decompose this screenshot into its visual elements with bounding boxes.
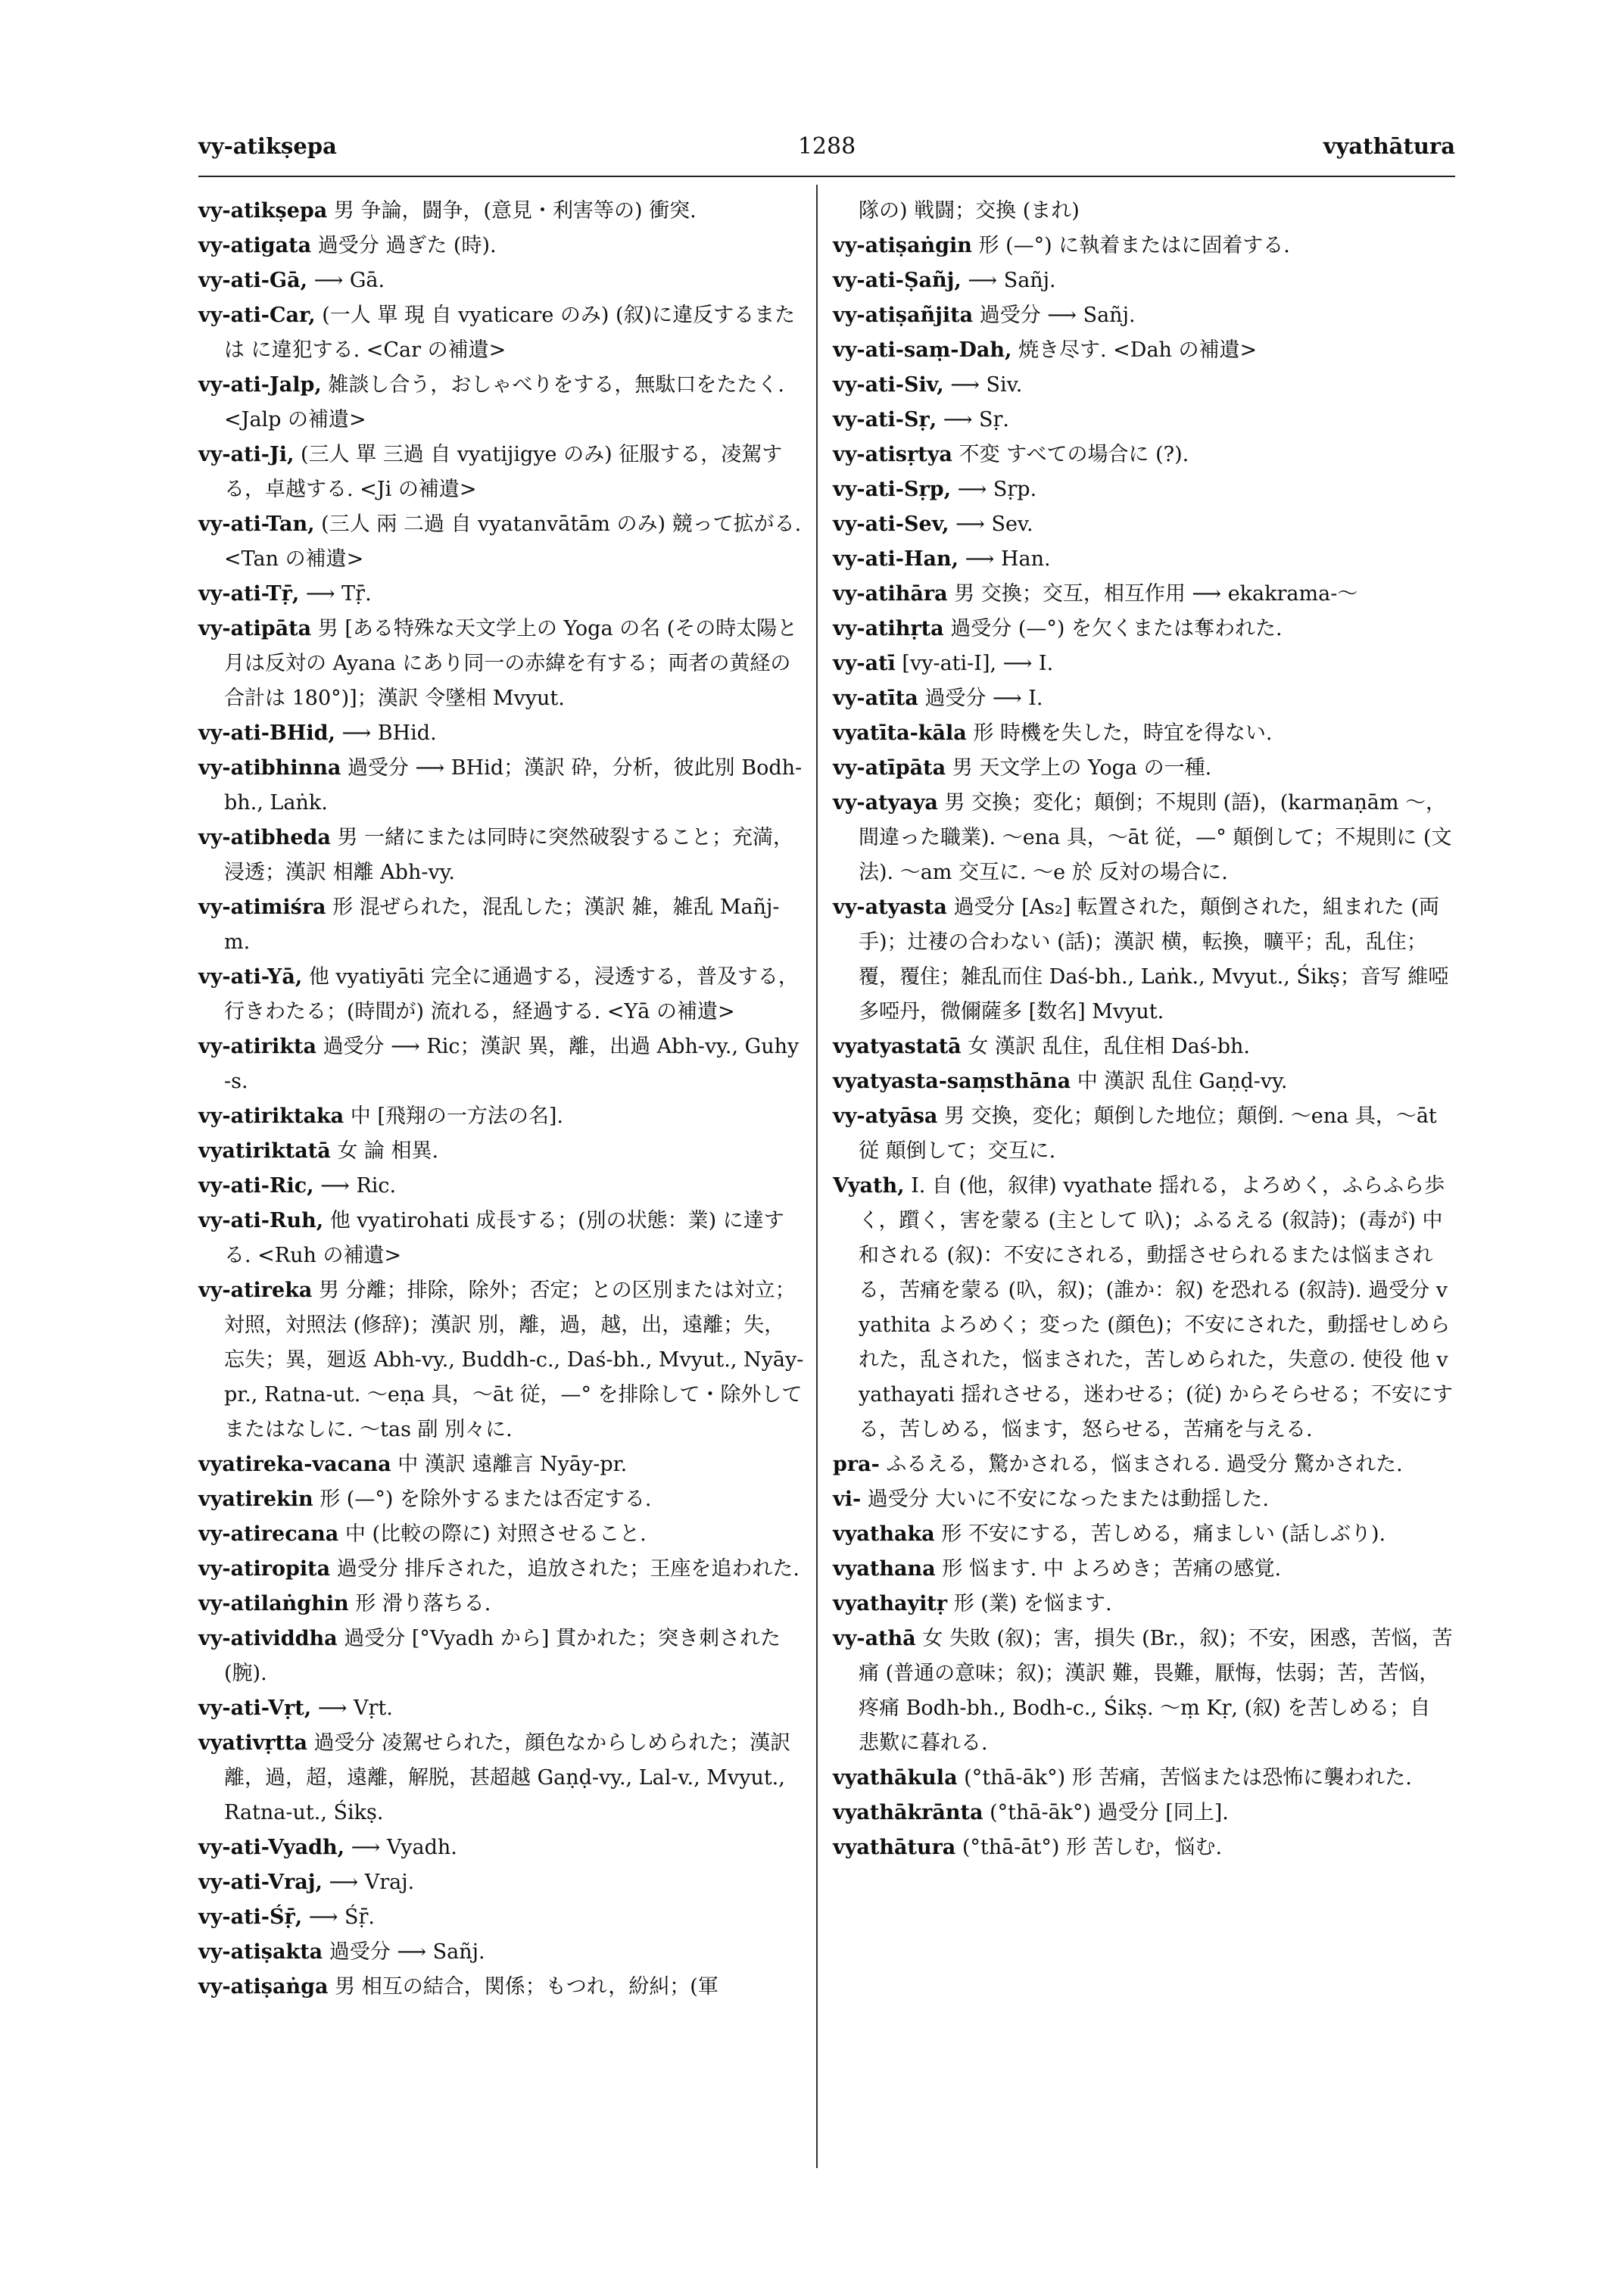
entry-definition: 男 一緒にまたは同時に突然破裂すること；充満，浸透；漢訳 相離 Abh-vy.: [224, 826, 794, 884]
dictionary-entry: [833, 507, 1455, 542]
dictionary-entry: [198, 1517, 804, 1552]
entry-headword: vy-atiṣaṅga: [198, 1975, 329, 1999]
entry-headword: vyathaka: [833, 1522, 935, 1546]
entry-definition: 過受分 過ぎた (時).: [317, 234, 497, 257]
entry-headword: vy-atipāta: [198, 617, 312, 640]
dictionary-entry: [198, 1447, 804, 1482]
dictionary-entry: [833, 438, 1455, 472]
entry-headword: vyatirekin: [198, 1488, 313, 1511]
dictionary-entry: [198, 751, 804, 821]
dictionary-entry: [833, 368, 1455, 403]
entry-definition: 過受分 [°Vyadh から] 貫かれた；突き刺された (腕).: [224, 1627, 781, 1685]
dictionary-entry: [833, 333, 1455, 368]
entry-definition: 形 混ぜられた，混乱した；漢訳 雑，雑乱 Mañj-m.: [224, 896, 780, 954]
entry-headword: vy-atyāsa: [833, 1104, 938, 1128]
entry-headword: vy-ati-Yā,: [198, 965, 303, 989]
entry-headword: vy-athā: [833, 1627, 916, 1650]
dictionary-entry: [833, 1099, 1455, 1169]
entry-headword: vyatyasta-saṃsthāna: [833, 1070, 1071, 1093]
entry-headword: vy-atirikta: [198, 1035, 316, 1058]
entry-definition: 他 vyatiyāti 完全に通過する，浸透する，普及する，行きわたる；(時間が) 流れる，経過する. <Yā の補遺>: [224, 965, 799, 1023]
dictionary-entry: [833, 1169, 1455, 1447]
entry-headword: vy-ati-Jalp,: [198, 373, 322, 397]
entry-definition: 雑談し合う，おしゃべりをする，無駄口をたたく. <Jalp の補遺>: [224, 373, 785, 431]
entry-definition: 過受分 ⟶ Sañj.: [979, 304, 1136, 327]
dictionary-entry: [198, 1622, 804, 1691]
entry-definition: ⟶ Sañj.: [968, 269, 1056, 292]
running-head-right: vyathātura: [1323, 133, 1455, 159]
entry-definition: 女 漢訳 乱住，乱住相 Daś-bh.: [968, 1035, 1250, 1058]
entry-headword: vy-ati-Śṝ,: [198, 1905, 303, 1929]
entry-headword: vyathayitṛ: [833, 1592, 948, 1615]
entry-headword: vyatīta-kāla: [833, 721, 967, 745]
entry-definition: 過受分 ⟶ I.: [924, 687, 1043, 710]
entry-definition: 男 争論，闘争，(意見・利害等の) 衝突.: [333, 199, 697, 223]
entry-definition: 過受分 凌駕せられた，顔色なからしめられた；漢訳 離，過，超，遠離，解脱，甚超越 Gaṇḍ-vy., Lal-v., Mvyut., Ratna-ut., Śikṣ.: [224, 1731, 791, 1824]
entry-definition: 形 不安にする，苦しめる，痛ましい (話しぶり).: [941, 1522, 1386, 1546]
entry-definition: 隊の) 戦闘；交換 (まれ): [859, 199, 1080, 223]
entry-headword: vy-atibhinna: [198, 756, 341, 780]
dictionary-entry: [833, 1587, 1455, 1622]
dictionary-entry: [833, 1517, 1455, 1552]
entry-headword: vy-ati-Han,: [833, 547, 959, 571]
entry-definition: 中 漢訳 遠離言 Nyāy-pr.: [397, 1453, 628, 1476]
entry-headword: vy-ati-Sev,: [833, 512, 949, 536]
dictionary-entry: [198, 821, 804, 890]
entry-definition: 過受分 ⟶ Sañj.: [329, 1940, 485, 1964]
entry-definition: I. 自 (他，叙律) vyathate 揺れる，よろめく，ふらふら歩く，躓く，害を蒙る (主として 叺)；ふるえる (叙詩)；(毒が) 中和される (叙)：不安にされる，動揺させられるまたは悩まされる，苦痛を蒙る (叺，叙)；(誰か：叙) を恐れる (叙詩). 過受分 vyathita よろめく；変った (顔色)；不安にされた，動揺せしめられた，乱された，悩まされた，苦しめられた，失意の. 使役 他 vyathayati 揺れさせる，迷わせる；(従) からそらせる；不安にする，苦しめる，悩ます，怒らせる，苦痛を与える.: [859, 1174, 1453, 1441]
entry-definition: 男 天文学上の Yoga の一種.: [952, 756, 1212, 780]
entry-headword: vy-atireka: [198, 1279, 313, 1302]
dictionary-entry: [833, 681, 1455, 716]
dictionary-entry: [198, 263, 804, 298]
entry-headword: vy-ati-Vyadh,: [198, 1836, 344, 1859]
dictionary-entry: [833, 1482, 1455, 1517]
entry-headword: vy-ati-BHid,: [198, 721, 335, 745]
entry-definition: ⟶ Siv.: [950, 373, 1023, 397]
entry-definition: ふるえる，驚かされる，悩まされる. 過受分 驚かされた.: [886, 1453, 1403, 1476]
dictionary-entry: [833, 403, 1455, 438]
entry-definition: ⟶ Śṝ.: [308, 1905, 376, 1929]
entry-definition: 焼き尽す. <Dah の補遺>: [1018, 338, 1258, 362]
entry-definition: 男 交換；変化；顛倒；不規則 (語)，(karmaṇām ～，間違った職業). ～ena 具，～āt 従，—° 顛倒して；不規則に (文法). ～am 交互に. ～e 於 反対の場合に.: [859, 791, 1452, 884]
entry-headword: vy-atī: [833, 652, 896, 675]
entry-headword: vyatiriktatā: [198, 1139, 331, 1163]
dictionary-entry: [198, 612, 804, 716]
entry-headword: vy-ati-Tan,: [198, 512, 315, 536]
dictionary-entry: [833, 646, 1455, 681]
dictionary-entry: [833, 298, 1455, 333]
dictionary-entry: [833, 786, 1455, 890]
dictionary-entry: [198, 1204, 804, 1273]
dictionary-entry: [833, 716, 1455, 751]
entry-definition: ⟶ Vṛt.: [317, 1696, 393, 1720]
entry-definition: [vy-ati-I], ⟶ I.: [902, 652, 1054, 675]
dictionary-entry: [198, 1273, 804, 1447]
entry-definition: 男 交換，変化；顛倒した地位；顛倒. ～ena 具，～āt 従 顛倒して；交互に.: [859, 1104, 1437, 1163]
entry-headword: vy-atikṣepa: [198, 199, 328, 223]
entry-headword: vy-atilaṅghin: [198, 1592, 349, 1615]
dictionary-entry: [198, 1970, 804, 2005]
entry-definition: 男 分離；排除，除外；否定；との区別または対立；対照，対照法 (修辞)；漢訳 別，離，過，越，出，遠離；失，忘失；異，廻返 Abh-vy., Buddh-c., Daś-bh., Mvyut., Nyāy-pr., Ratna-ut. ～eṇa 具，～āt 従，—° を排除して・除外してまたはなしに. ～tas 副 別々に.: [224, 1279, 804, 1441]
entry-headword: vy-atirecana: [198, 1522, 339, 1546]
right-column: [833, 194, 1455, 1865]
dictionary-entry: [198, 1099, 804, 1134]
dictionary-entry: [198, 1865, 804, 1900]
entry-headword: vy-atiṣakta: [198, 1940, 323, 1964]
entry-headword: vyathākula: [833, 1766, 958, 1790]
dictionary-entry: [833, 612, 1455, 646]
entry-definition: 形 (—°) に執着またはに固着する.: [978, 234, 1290, 257]
dictionary-entry: [833, 1447, 1455, 1482]
entry-definition: 形 滑り落ちる.: [355, 1592, 491, 1615]
dictionary-entry: [198, 1587, 804, 1622]
entry-headword: vyathākrānta: [833, 1801, 983, 1824]
header-rule: [198, 176, 1455, 177]
dictionary-entry: [198, 890, 804, 960]
entry-headword: vy-ati-Ruh,: [198, 1209, 324, 1232]
entry-definition: 不変 すべての場合に (?).: [959, 443, 1189, 466]
page-header: [198, 133, 1455, 179]
entry-headword: vyatyastatā: [833, 1035, 962, 1058]
entry-definition: (°thā-āk°) 過受分 [同上].: [990, 1801, 1229, 1824]
dictionary-entry: [198, 1726, 804, 1830]
entry-headword: pra-: [833, 1453, 880, 1476]
entry-definition: 男 交換；交互，相互作用 ⟶ ekakrama-～: [954, 582, 1358, 606]
entry-headword: vy-atiṣañjita: [833, 304, 974, 327]
entry-definition: ⟶ Han.: [965, 547, 1051, 571]
entry-headword: vy-ati-saṃ-Dah,: [833, 338, 1012, 362]
entry-headword: vy-ati-Ṣañj,: [833, 269, 962, 292]
dictionary-entry: [198, 368, 804, 438]
entry-headword: vy-ati-Vraj,: [198, 1871, 323, 1894]
entry-definition: 中 (比較の際に) 対照させること.: [344, 1522, 647, 1546]
entry-headword: vy-atyaya: [833, 791, 938, 815]
dictionary-entry: [833, 472, 1455, 507]
page-number: 1288: [797, 133, 856, 160]
entry-headword: vy-atihāra: [833, 582, 948, 606]
entry-definition: ⟶ Sṛp.: [957, 478, 1037, 501]
entry-definition: (三人 兩 二過 自 vyatanvātām のみ) 競って拡がる. <Tan の補遺>: [224, 512, 802, 571]
entry-headword: vy-ati-Gā,: [198, 269, 307, 292]
entry-headword: vy-ati-Tṝ,: [198, 582, 300, 606]
entry-headword: vy-atimiśra: [198, 896, 326, 919]
entry-definition: 中 漢訳 乱住 Gaṇḍ-vy.: [1077, 1070, 1288, 1093]
running-head-left: vy-atikṣepa: [198, 133, 337, 159]
dictionary-entry: [198, 229, 804, 263]
entry-definition: 他 vyatirohati 成長する；(別の状態：業) に達する. <Ruh の補遺>: [224, 1209, 784, 1267]
dictionary-entry: [833, 1622, 1455, 1761]
entry-definition: 形 (—°) を除外するまたは否定する.: [320, 1488, 652, 1511]
dictionary-entry: [198, 1030, 804, 1099]
dictionary-entry: [198, 716, 804, 751]
entry-definition: ⟶ Ric.: [320, 1174, 397, 1198]
entry-definition: ⟶ Gā.: [313, 269, 385, 292]
entry-definition: 男 相互の結合，関係；もつれ，紛糾；(軍: [335, 1975, 718, 1999]
entry-headword: vy-atihṛta: [833, 617, 944, 640]
entry-headword: vy-atiṣaṅgin: [833, 234, 972, 257]
entry-definition: ⟶ Vraj.: [329, 1871, 415, 1894]
entry-headword: vy-atīpāta: [833, 756, 946, 780]
entry-definition: (一人 單 現 自 vyaticare のみ) (叙)に違反するまたは に違犯する. <Car の補遺>: [224, 304, 796, 362]
entry-definition: 過受分 排斥された，追放された；王座を追われた.: [336, 1557, 800, 1581]
dictionary-entry: [198, 194, 804, 229]
entry-definition: ⟶ Sev.: [955, 512, 1033, 536]
dictionary-entry: [833, 577, 1455, 612]
entry-definition: 過受分 (—°) を欠くまたは奪われた.: [950, 617, 1283, 640]
entry-headword: vi-: [833, 1488, 862, 1511]
entry-definition: (°thā-āt°) 形 苦しむ，悩む.: [962, 1836, 1223, 1859]
dictionary-entry: [833, 1064, 1455, 1099]
dictionary-entry: [198, 507, 804, 577]
dictionary-entry: [833, 542, 1455, 577]
dictionary-entry: [198, 1691, 804, 1726]
entry-headword: vy-atīta: [833, 687, 918, 710]
dictionary-entry: [833, 1761, 1455, 1796]
dictionary-entry: [833, 263, 1455, 298]
column-divider: [816, 185, 818, 2168]
entry-headword: vy-ati-Ric,: [198, 1174, 314, 1198]
entry-definition: 中 [飛翔の一方法の名].: [350, 1104, 563, 1128]
entry-definition: 女 失敗 (叙)；害，損失 (Br.，叙)；不安，困惑，苦悩，苦痛 (普通の意味；叙)；漢訳 難，畏難，厭悔，怯弱；苦，苦悩，疼痛 Bodh-bh., Bodh-c., Śikṣ. ～ṃ Kṛ, (叙) を苦しめる；自 悲歎に暮れる.: [859, 1627, 1453, 1755]
entry-definition: 女 論 相異.: [337, 1139, 439, 1163]
dictionary-entry: [833, 1552, 1455, 1587]
entry-headword: vy-atisṛtya: [833, 443, 952, 466]
entry-headword: vy-ati-Sṛ,: [833, 408, 937, 431]
entry-headword: vyathātura: [833, 1836, 956, 1859]
entry-definition: 過受分 大いに不安になったまたは動揺した.: [867, 1488, 1269, 1511]
entry-headword: vy-atigata: [198, 234, 312, 257]
dictionary-entry: [833, 1796, 1455, 1830]
dictionary-entry: [198, 577, 804, 612]
entry-headword: vy-atiropita: [198, 1557, 331, 1581]
dictionary-entry: [198, 1830, 804, 1865]
entry-definition: 形 時機を失した，時宜を得ない.: [973, 721, 1273, 745]
dictionary-entry: [833, 751, 1455, 786]
dictionary-entry: [198, 960, 804, 1030]
entry-definition: (°thā-āk°) 形 苦痛，苦悩または恐怖に襲われた.: [964, 1766, 1412, 1790]
entry-definition: 形 悩ます. 中 よろめき；苦痛の感覚.: [942, 1557, 1282, 1581]
entry-headword: vy-ati-Ji,: [198, 443, 295, 466]
entry-headword: vyatireka-vacana: [198, 1453, 391, 1476]
entry-headword: vy-atyasta: [833, 896, 947, 919]
entry-headword: vyativṛtta: [198, 1731, 307, 1755]
entry-headword: vyathana: [833, 1557, 936, 1581]
dictionary-entry: [198, 1552, 804, 1587]
left-column: [198, 194, 804, 2005]
dictionary-entry: [833, 890, 1455, 1030]
entry-definition: ⟶ Sṛ.: [943, 408, 1010, 431]
dictionary-entry: [833, 229, 1455, 263]
entry-headword: vy-ati-Car,: [198, 304, 316, 327]
entry-definition: (三人 單 三過 自 vyatijigye のみ) 征服する，凌駕する，卓越する. <Ji の補遺>: [224, 443, 783, 501]
dictionary-entry: [198, 298, 804, 368]
entry-definition: 過受分 ⟶ Ric；漢訳 異，離，出過 Abh-vy., Guhy-s.: [224, 1035, 800, 1093]
entry-definition: 過受分 [As₂] 転置された，顛倒された，組まれた (両手)；辻褄の合わない (話)；漢訳 横，転換，曠平；乱，乱住；覆，覆住；雑乱而住 Daś-bh., Laṅk., Mvyut., Śikṣ；音写 維啞多啞丹，微儞薩多 [数名] Mvyut.: [859, 896, 1449, 1023]
entry-headword: vy-ati-Sṛp,: [833, 478, 952, 501]
dictionary-entry: [198, 438, 804, 507]
entry-definition: 形 (業) を悩ます.: [953, 1592, 1112, 1615]
entry-definition: ⟶ Tṝ.: [305, 582, 372, 606]
dictionary-entry: [198, 1935, 804, 1970]
entry-definition: 過受分 ⟶ BHid；漢訳 砕，分析，彼此別 Bodh-bh., Laṅk.: [224, 756, 803, 815]
dictionary-entry: [833, 1030, 1455, 1064]
dictionary-entry: [198, 1900, 804, 1935]
entry-headword: vy-atibheda: [198, 826, 331, 849]
dictionary-entry: [833, 194, 1455, 229]
entry-headword: vy-atividdha: [198, 1627, 338, 1650]
dictionary-entry: [833, 1830, 1455, 1865]
entry-headword: Vyath,: [833, 1174, 905, 1198]
entry-definition: ⟶ BHid.: [341, 721, 437, 745]
entry-definition: ⟶ Vyadh.: [351, 1836, 457, 1859]
entry-headword: vy-atiriktaka: [198, 1104, 344, 1128]
entry-headword: vy-ati-Vṛt,: [198, 1696, 312, 1720]
dictionary-entry: [198, 1482, 804, 1517]
entry-headword: vy-ati-Siv,: [833, 373, 944, 397]
entry-definition: 男 [ある特殊な天文学上の Yoga の名 (その時太陽と月は反対の Ayana にあり同一の赤緯を有する；両者の黄経の合計は 180°)]；漢訳 令墜相 Mvyut.: [224, 617, 798, 710]
dictionary-entry: [198, 1134, 804, 1169]
dictionary-entry: [198, 1169, 804, 1204]
